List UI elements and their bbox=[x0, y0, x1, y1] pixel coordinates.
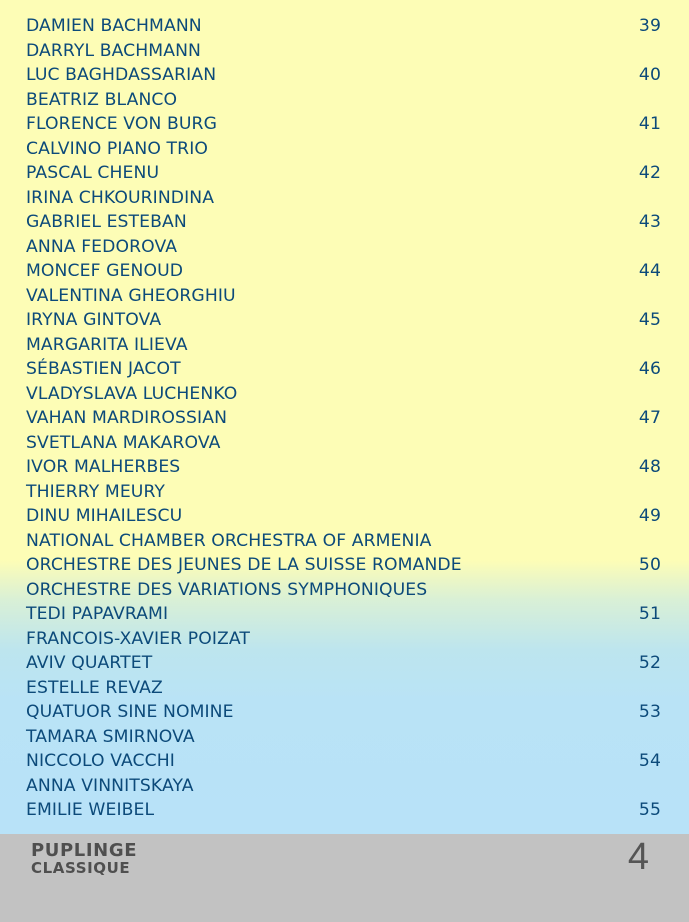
toc-entry bbox=[0, 700, 689, 725]
toc-entry bbox=[0, 431, 689, 456]
toc-entry-name: ANNA VINNITSKAYA bbox=[26, 775, 194, 796]
toc-entry bbox=[0, 651, 689, 676]
toc-entry-page: 43 bbox=[638, 212, 661, 232]
toc-entry-name: ESTELLE REVAZ bbox=[26, 677, 163, 698]
toc-entry bbox=[0, 455, 689, 480]
toc-entry-name: VLADYSLAVA LUCHENKO bbox=[26, 383, 238, 404]
toc-entry-name: VAHAN MARDIROSSIAN bbox=[26, 408, 228, 428]
toc-entry-name: CALVINO PIANO TRIO bbox=[26, 138, 208, 159]
toc-entry-page: 44 bbox=[638, 261, 661, 281]
toc-entry bbox=[0, 284, 689, 309]
toc-entry-page: 46 bbox=[638, 359, 661, 379]
toc-entry bbox=[0, 553, 689, 578]
toc-entry bbox=[0, 259, 689, 284]
toc-entry-name: DAMIEN BACHMANN bbox=[26, 16, 202, 36]
page-number: 4 bbox=[627, 836, 649, 878]
toc-entry bbox=[0, 39, 689, 64]
toc-entry-page: 40 bbox=[638, 65, 661, 85]
toc-entry-name: FLORENCE VON BURG bbox=[26, 114, 217, 134]
toc-entry bbox=[0, 14, 689, 39]
toc-entry-page: 52 bbox=[638, 653, 661, 673]
toc-entry-name: IVOR MALHERBES bbox=[26, 457, 181, 477]
toc-entry-name: NATIONAL CHAMBER ORCHESTRA OF ARMENIA bbox=[26, 530, 432, 551]
toc-entry bbox=[0, 578, 689, 603]
toc-entry bbox=[0, 676, 689, 701]
toc-entry bbox=[0, 798, 689, 823]
toc-entry bbox=[0, 112, 689, 137]
toc-entry-page: 53 bbox=[638, 702, 661, 722]
toc-entry-page: 51 bbox=[638, 604, 661, 624]
brand-logo bbox=[31, 842, 137, 876]
toc-entry-name: SVETLANA MAKAROVA bbox=[26, 432, 221, 453]
toc-entry-page: 55 bbox=[638, 800, 661, 820]
toc-entry bbox=[0, 357, 689, 382]
toc-entry bbox=[0, 161, 689, 186]
toc-entry-name: ANNA FEDOROVA bbox=[26, 236, 178, 257]
toc-entry-name: MARGARITA ILIEVA bbox=[26, 334, 188, 355]
toc-entry-name: IRINA CHKOURINDINA bbox=[26, 187, 215, 208]
toc-entry-name: QUATUOR SINE NOMINE bbox=[26, 702, 234, 722]
toc-entry-name: PASCAL CHENU bbox=[26, 163, 160, 183]
toc-entry-page: 42 bbox=[638, 163, 661, 183]
toc-entry-name: ORCHESTRE DES JEUNES DE LA SUISSE ROMANDE bbox=[26, 555, 462, 575]
toc-entry-name: SÉBASTIEN JACOT bbox=[26, 359, 181, 379]
toc-entry-name: AVIV QUARTET bbox=[26, 653, 153, 673]
toc-entry bbox=[0, 749, 689, 774]
toc-entry-page: 39 bbox=[638, 16, 661, 36]
toc-entry-name: DINU MIHAILESCU bbox=[26, 506, 183, 526]
toc-entry bbox=[0, 480, 689, 505]
toc-entry-name: ORCHESTRE DES VARIATIONS SYMPHONIQUES bbox=[26, 579, 428, 600]
toc-entry bbox=[0, 627, 689, 652]
toc-entry-name: NICCOLO VACCHI bbox=[26, 751, 175, 771]
toc-entry bbox=[0, 235, 689, 260]
toc-entry bbox=[0, 504, 689, 529]
toc-entry-name: BEATRIZ BLANCO bbox=[26, 89, 178, 110]
toc-entry bbox=[0, 137, 689, 162]
toc-entry bbox=[0, 333, 689, 358]
toc-entry bbox=[0, 88, 689, 113]
toc-entry-page: 47 bbox=[638, 408, 661, 428]
toc-entry-name: FRANCOIS-XAVIER POIZAT bbox=[26, 628, 250, 649]
toc-entry-page: 45 bbox=[638, 310, 661, 330]
toc-entry-name: EMILIE WEIBEL bbox=[26, 800, 155, 820]
toc-entry bbox=[0, 210, 689, 235]
toc-entry-name: VALENTINA GHEORGHIU bbox=[26, 285, 236, 306]
brand-line-2: CLASSIQUE bbox=[31, 859, 131, 877]
table-of-contents bbox=[0, 14, 689, 823]
toc-entry-page: 54 bbox=[638, 751, 661, 771]
toc-entry-name: THIERRY MEURY bbox=[26, 481, 166, 502]
toc-entry bbox=[0, 382, 689, 407]
toc-entry-name: LUC BAGHDASSARIAN bbox=[26, 65, 217, 85]
toc-entry-page: 48 bbox=[638, 457, 661, 477]
toc-entry bbox=[0, 725, 689, 750]
toc-entry bbox=[0, 308, 689, 333]
toc-entry-name: MONCEF GENOUD bbox=[26, 261, 184, 281]
toc-entry-page: 49 bbox=[638, 506, 661, 526]
toc-entry bbox=[0, 63, 689, 88]
brand-line-1: PUPLINGE bbox=[31, 840, 138, 861]
page-footer bbox=[0, 834, 689, 922]
toc-entry bbox=[0, 602, 689, 627]
toc-entry-name: TEDI PAPAVRAMI bbox=[26, 604, 169, 624]
toc-entry bbox=[0, 406, 689, 431]
toc-entry-name: TAMARA SMIRNOVA bbox=[26, 726, 195, 747]
toc-entry-page: 41 bbox=[638, 114, 661, 134]
toc-entry-name: DARRYL BACHMANN bbox=[26, 40, 201, 61]
toc-entry bbox=[0, 529, 689, 554]
toc-entry bbox=[0, 186, 689, 211]
toc-entry-page: 50 bbox=[638, 555, 661, 575]
toc-entry bbox=[0, 774, 689, 799]
toc-entry-name: GABRIEL ESTEBAN bbox=[26, 212, 187, 232]
toc-entry-name: IRYNA GINTOVA bbox=[26, 310, 162, 330]
